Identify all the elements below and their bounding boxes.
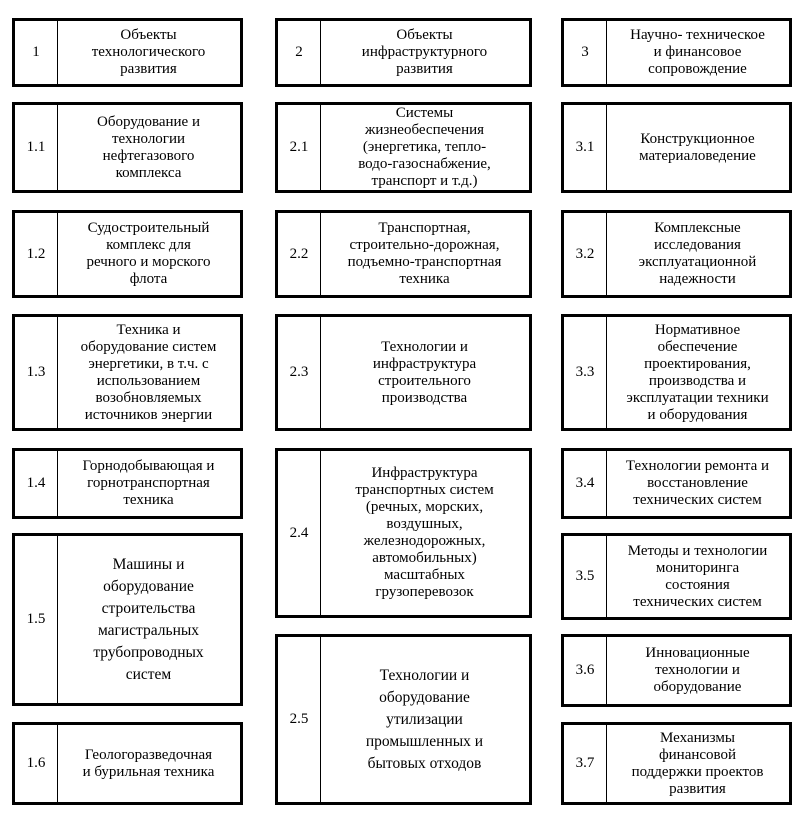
box-number: 3.1 [564,105,607,190]
box-number: 3.5 [564,536,607,617]
box-3-1 [561,102,792,193]
box-2-5 [275,634,532,805]
box-label: Объекты технологического развития [91,27,206,77]
box-number: 1.3 [15,317,58,428]
box-1-1 [12,102,243,193]
box-3-4 [561,448,792,519]
box-label: Системы жизнеобеспечения (энергетика, тепло- водо-газоснабжение, транспорт и т.д.) [358,105,491,189]
box-3-2 [561,210,792,298]
box-label: Методы и технологии мониторинга состояния технических систем [627,542,768,610]
box-number: 3.4 [564,451,607,516]
box-number: 1 [15,21,58,84]
box-label: Транспортная, строительно-дорожная, подъемно-транспортная техника [347,220,502,287]
box-label: Геологоразведочная и бурильная техника [82,746,215,780]
box-1-3 [12,314,243,431]
box-number: 3 [564,21,607,84]
box-number: 3.6 [564,637,607,704]
box-number: 1.4 [15,451,58,516]
box-label: Судостроительный комплекс для речного и морского флота [86,220,211,287]
box-label: Технологии ремонта и восстановление технических систем [625,458,770,508]
box-3-7 [561,722,792,805]
box-label: Комплексные исследования эксплуатационной надежности [638,220,757,287]
box-label: Инновационные технологии и оборудование [645,645,750,695]
box-2-2 [275,210,532,298]
box-1 [12,18,243,87]
box-1-5 [12,533,243,706]
box-3-5 [561,533,792,620]
box-3-3 [561,314,792,431]
box-label: Механизмы финансовой поддержки проектов развития [631,729,764,797]
box-1-4 [12,448,243,519]
box-label: Технологии и инфраструктура строительного производства [372,338,477,406]
box-number: 2.5 [278,637,321,802]
box-3 [561,18,792,87]
box-number: 2.4 [278,451,321,615]
box-number: 1.5 [15,536,58,703]
box-number: 1.1 [15,105,58,190]
box-label: Нормативное обеспечение проектирования, производства и эксплуатации техники и оборудования [626,321,769,423]
box-label: Машины и оборудование строительства магистральных трубопроводных систем [93,555,204,683]
box-label: Инфраструктура транспортных систем (речных, морских, воздушных, железнодорожных, автомобильных) масштабных грузоперевозок [355,465,494,600]
box-label: Техника и оборудование систем энергетики, в т.ч. с использованием возобновляемых источников энергии [80,321,217,423]
box-label: Научно- техническое и финансовое сопровождение [630,27,765,77]
box-2-3 [275,314,532,431]
box-number: 2.3 [278,317,321,428]
box-label: Объекты инфраструктурного развития [361,27,488,77]
box-number: 2.1 [278,105,321,190]
box-number: 3.2 [564,213,607,295]
box-label: Оборудование и технологии нефтегазового комплекса [97,113,200,181]
box-1-2 [12,210,243,298]
box-3-6 [561,634,792,707]
box-label: Технологии и оборудование утилизации промышленных и бытовых отходов [365,666,484,772]
box-number: 1.6 [15,725,58,802]
box-number: 1.2 [15,213,58,295]
box-number: 3.7 [564,725,607,802]
box-2 [275,18,532,87]
box-number: 2.2 [278,213,321,295]
box-2-1 [275,102,532,193]
box-1-6 [12,722,243,805]
box-label: Конструкционное материаловедение [639,130,756,164]
box-number: 3.3 [564,317,607,428]
box-label: Горнодобывающая и горнотранспортная техника [82,458,215,508]
box-number: 2 [278,21,321,84]
box-2-4 [275,448,532,618]
